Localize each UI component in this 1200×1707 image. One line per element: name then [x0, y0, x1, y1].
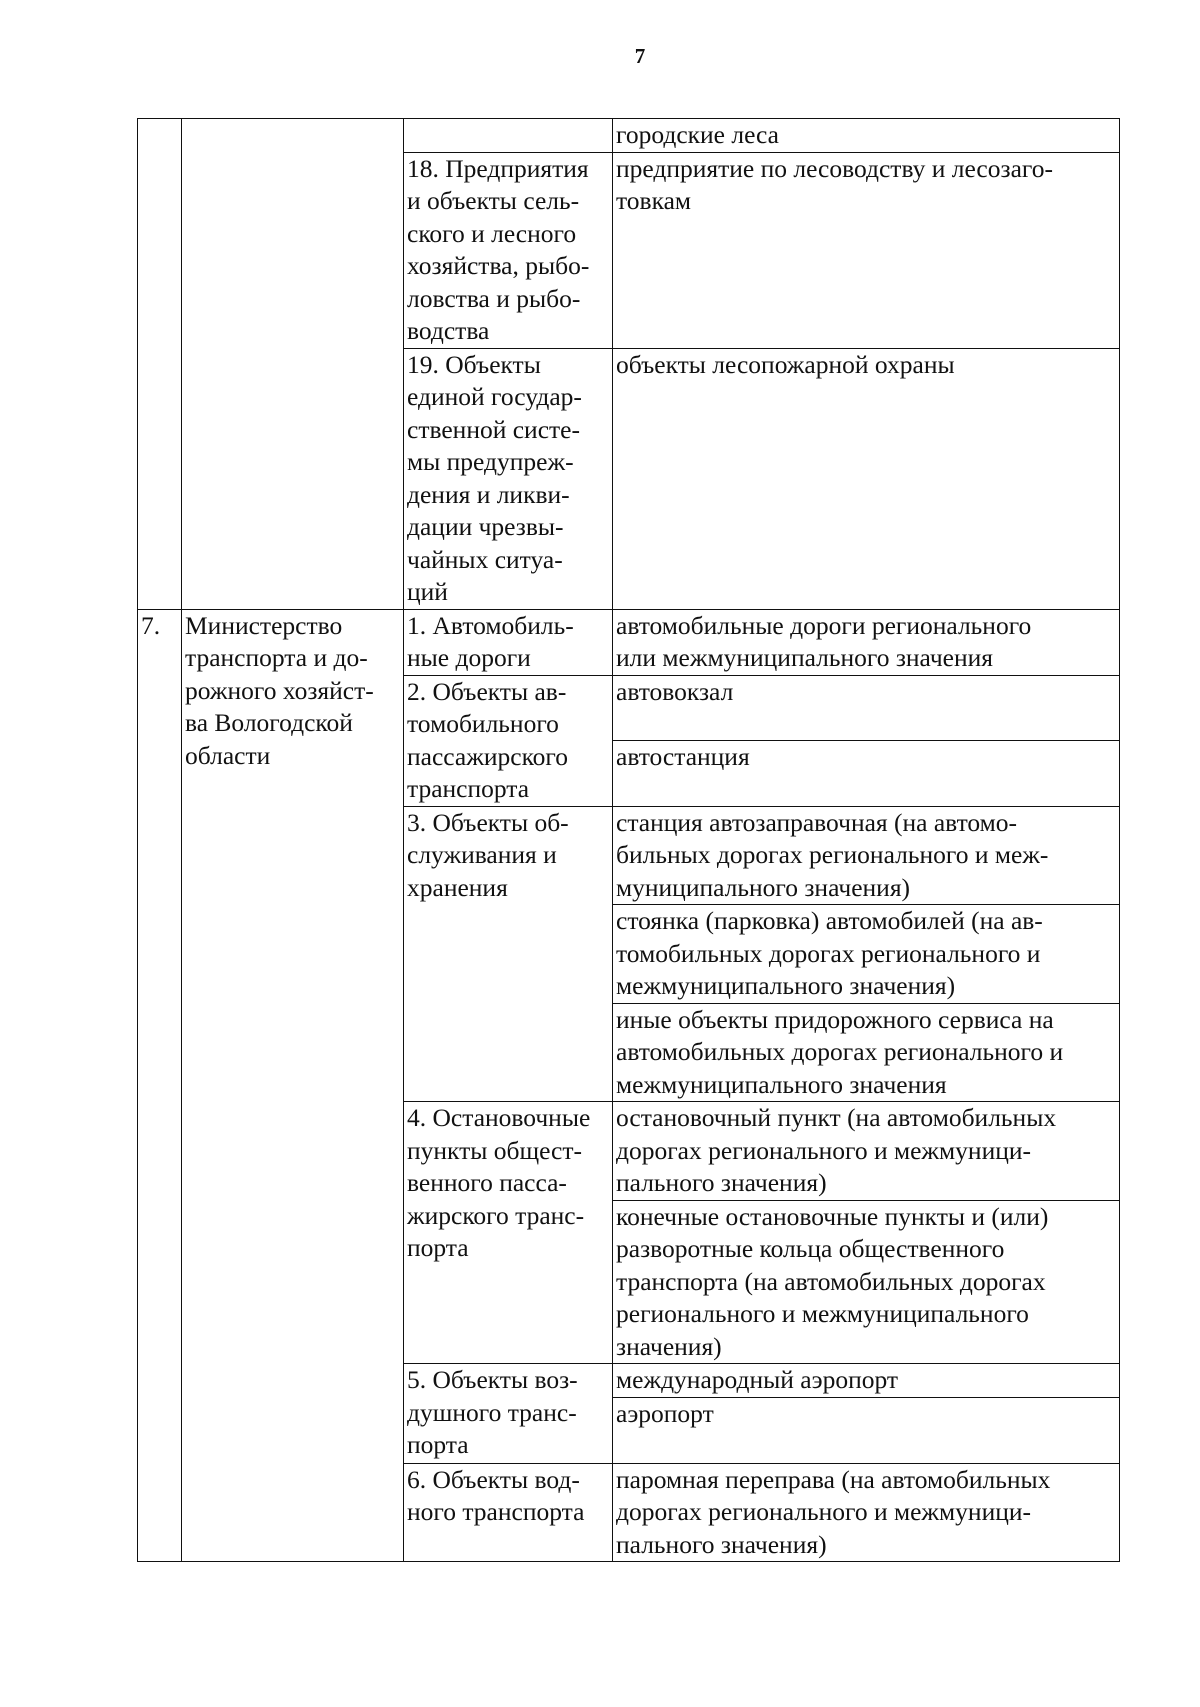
category-cell: 6. Объекты вод- ного транспорта: [404, 1463, 613, 1562]
object-cell: автостанция: [613, 741, 1120, 807]
category-cell: [404, 119, 613, 153]
ministry-cell: [182, 119, 404, 610]
object-cell: международный аэропорт: [613, 1364, 1120, 1398]
object-cell: аэропорт: [613, 1397, 1120, 1463]
object-cell: паромная переправа (на автомобильных дорогах регионального и межмуници- пального значения): [613, 1463, 1120, 1562]
category-cell: 19. Объекты единой государ- ственной систе- мы предупреж- дения и ликви- дации чрезвы- чайных ситуа- ций: [404, 348, 613, 609]
page-number: 7: [634, 44, 646, 68]
category-cell: 2. Объекты ав- томобильного пассажирского транспорта: [404, 675, 613, 806]
object-cell: автовокзал: [613, 675, 1120, 741]
category-cell: 4. Остановочные пункты общест- венного пасса- жирского транс- порта: [404, 1102, 613, 1364]
object-cell: иные объекты придорожного сервиса на автомобильных дорогах регионального и межмуниципального значения: [613, 1003, 1120, 1102]
number-cell: 7.: [138, 609, 182, 1562]
object-cell: станция автозаправочная (на автомо- бильных дорогах регионального и меж- муниципального значения): [613, 806, 1120, 905]
objects-table: [137, 118, 1120, 1562]
category-cell: 18. Предприятия и объекты сель- ского и лесного хозяйства, рыбо- ловства и рыбо- водства: [404, 152, 613, 348]
object-cell: стоянка (парковка) автомобилей (на ав- томобильных дорогах регионального и межмуниципального значения): [613, 905, 1120, 1004]
ministry-cell: Министерство транспорта и до- рожного хозяйст- ва Вологодской области: [182, 609, 404, 1562]
object-cell: конечные остановочные пункты и (или) разворотные кольца общественного транспорта (на автомобильных дорогах регионального и межмуниципального значения): [613, 1200, 1120, 1364]
object-cell: предприятие по лесоводству и лесозаго- товкам: [613, 152, 1120, 348]
object-cell: автомобильные дороги регионального или межмуниципального значения: [613, 609, 1120, 675]
table-row: [138, 609, 1120, 675]
object-cell: остановочный пункт (на автомобильных дорогах регионального и межмуници- пального значения): [613, 1102, 1120, 1201]
category-cell: 1. Автомобиль- ные дороги: [404, 609, 613, 675]
number-cell: [138, 119, 182, 610]
table-row: [138, 119, 1120, 153]
object-cell: городские леса: [613, 119, 1120, 153]
object-cell: объекты лесопожарной охраны: [613, 348, 1120, 609]
category-cell: 5. Объекты воз- душного транс- порта: [404, 1364, 613, 1464]
category-cell: 3. Объекты об- служивания и хранения: [404, 806, 613, 1102]
